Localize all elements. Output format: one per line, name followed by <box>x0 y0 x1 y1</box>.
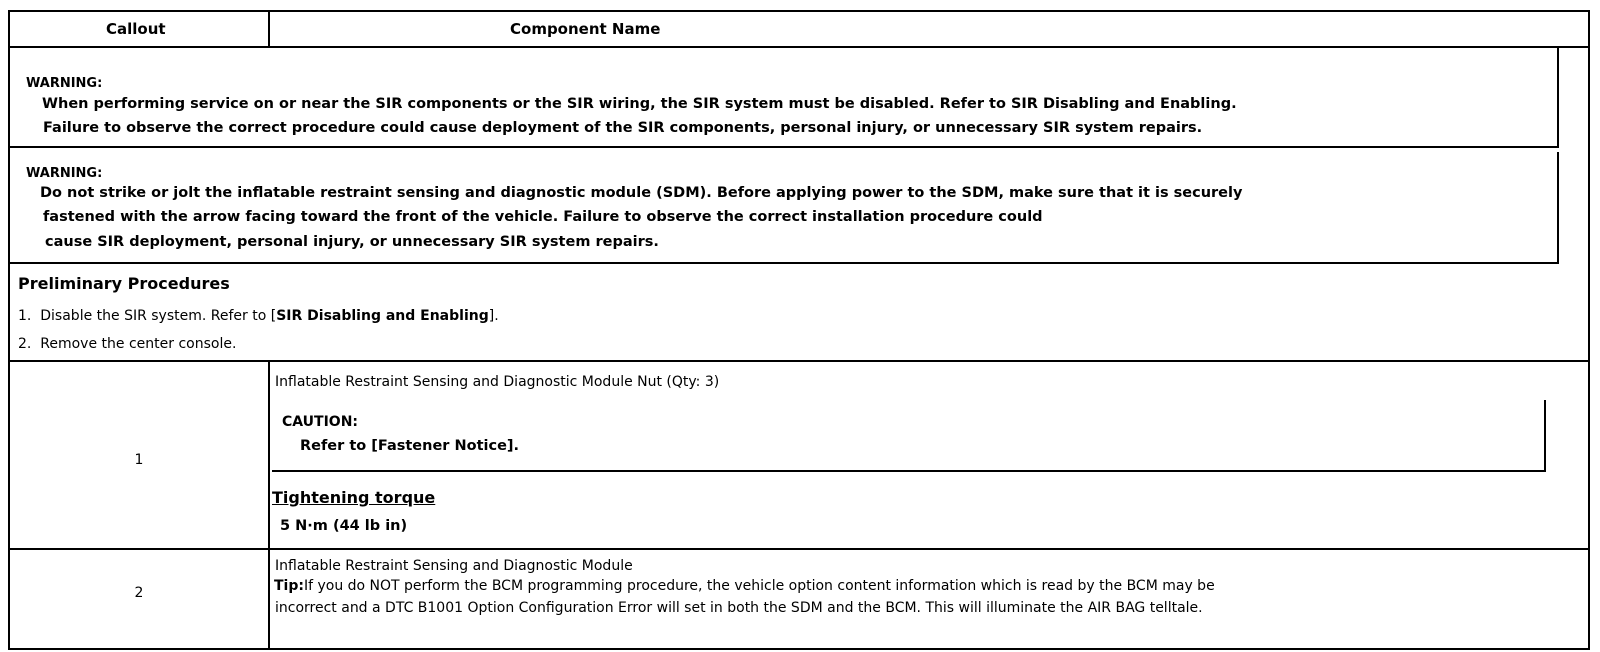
caution-title: CAUTION: <box>282 414 359 430</box>
preliminary-step-2 <box>18 336 236 352</box>
procedure-table <box>8 10 1590 650</box>
table-header <box>10 12 1588 48</box>
column-divider <box>268 550 270 648</box>
caution-box <box>272 404 1546 472</box>
warning-box-2 <box>10 152 1559 264</box>
tip-text: If you do NOT perform the BCM programming procedure, the vehicle option content information which is read by the BCM may be <box>303 578 1215 594</box>
warning-title: WARNING: <box>26 166 103 181</box>
preliminary-step-1 <box>18 308 499 324</box>
tip-label: Tip: <box>274 578 304 594</box>
tip-line-2: incorrect and a DTC B1001 Option Configuration Error will set in both the SDM and the BCM. This will illuminate the AIR BAG telltale. <box>275 600 1203 616</box>
step-number: 1. <box>18 308 32 324</box>
callout-number-1: 1 <box>134 452 144 468</box>
row-divider <box>10 548 1588 550</box>
preliminary-procedures-title: Preliminary Procedures <box>18 274 230 293</box>
warning-box-tick <box>1557 58 1559 78</box>
warning-text-line: Failure to observe the correct procedure could cause deployment of the SIR components, personal injury, or unnecessary SIR system repairs. <box>43 120 1203 136</box>
warning-text-line: fastened with the arrow facing toward the front of the vehicle. Failure to observe the correct installation procedure could <box>43 209 1043 225</box>
step-link-sir-disabling[interactable]: SIR Disabling and Enabling <box>276 308 489 324</box>
step-text: Disable the SIR system. Refer to [ <box>40 308 277 324</box>
row-divider <box>10 360 1588 362</box>
tightening-torque-value: 5 N·m (44 lb in) <box>280 518 408 534</box>
warning-text-line: When performing service on or near the SIR components or the SIR wiring, the SIR system must be disabled. Refer to SIR Disabling and Enabling. <box>42 96 1237 112</box>
warning-text-line: cause SIR deployment, personal injury, or unnecessary SIR system repairs. <box>45 234 659 250</box>
step-number: 2. <box>18 336 32 352</box>
tip-line-1 <box>274 578 1215 594</box>
caution-text: Refer to [Fastener Notice]. <box>300 438 520 454</box>
callout-header: Callout <box>106 20 166 38</box>
tightening-torque-title: Tightening torque <box>272 488 436 507</box>
callout-header-cell <box>10 12 270 46</box>
component-name-header: Component Name <box>510 20 661 38</box>
warning-title: WARNING: <box>26 76 103 91</box>
warning-box-1 <box>10 48 1559 148</box>
caution-box-tick <box>1544 400 1546 414</box>
component-name-1: Inflatable Restraint Sensing and Diagnostic Module Nut (Qty: 3) <box>275 374 720 390</box>
column-divider <box>268 362 270 548</box>
step-text: Remove the center console. <box>40 336 237 352</box>
warning-text-line: Do not strike or jolt the inflatable restraint sensing and diagnostic module (SDM). Before applying power to the SDM, make sure that it is securely <box>40 185 1243 201</box>
component-name-2: Inflatable Restraint Sensing and Diagnostic Module <box>275 558 633 574</box>
step-text-end: ]. <box>488 308 499 324</box>
callout-number-2: 2 <box>134 585 144 601</box>
